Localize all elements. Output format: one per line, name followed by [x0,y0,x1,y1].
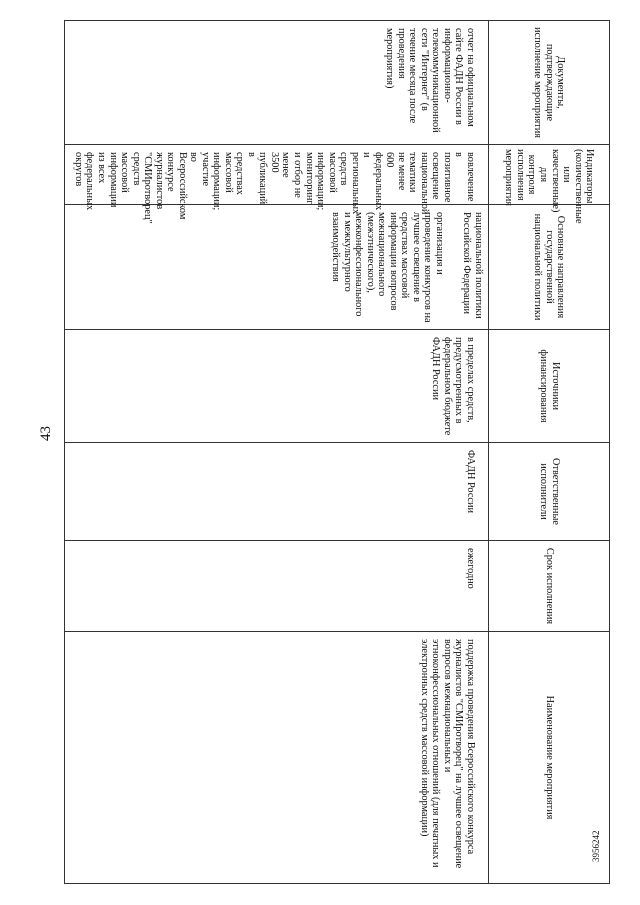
directions-cell [65,205,489,330]
directions-text: организация и проведение конкурсов на лучшее освещение в средствах массовой информации вопросов межнационального (межэтнического), межконфессионального и межкультурного взаимодействия [330,212,445,323]
rotated-table-wrapper [64,20,610,883]
term-header: Срок исполнения [489,541,610,632]
documents-header: Документы, подтверждающие исполнение мероприятия [489,21,610,145]
events-table [64,20,610,884]
funding-text: в пределах средств, предусмотренных в федеральном бюджете ФАДН России [430,337,476,436]
documents-cell [65,21,489,145]
directions-header: Основные направления государственной национальной политики [489,205,610,330]
term-text: ежегодно [465,548,476,589]
name-cell [65,632,489,884]
funding-cell [65,330,489,443]
name-text: поддержка проведения Всероссийского конкурса журналистов "СМИротворец" на лучшее освещение вопросов межнациональных и этноконфессиональных отношений (для печатных и электронных средств массовой информации) [418,639,476,869]
indicators-header: Индикаторы (количественные или качественные) для контроля исполнения мероприятия [489,145,610,205]
documents-text: отчет на официальном сайте ФАДН России в информационно-телекоммуникационной сети "Интернет" (в течение месяца после проведения мероприятия) [384,28,476,133]
indicators-text: вовлечение в позитивное освещение национальной тематики не менее 600 федеральных и региональных средств массовой информации; мониторинг и отбор не менее 3500 публикаций в средствах массовой информации; участие во Всероссийском конкурсе журналистов "СМИротворец" средств массовой информации из всех федеральных округов [72,152,476,224]
name-header: Наименование мероприятия [489,632,610,884]
table-header-row [489,21,610,884]
funding-header: Источники финансирования [489,330,610,443]
page-number: 43 [38,426,54,441]
responsible-cell [65,443,489,541]
term-cell [65,541,489,632]
indicators-cell [65,145,489,224]
document-code: 3956242 [591,830,601,862]
responsible-header: Ответственные исполнители [489,443,610,541]
table-row [65,21,489,884]
responsible-text: ФАДН России [465,450,476,513]
directions-carryover-text: национальной политики Российской Федерации [461,212,484,319]
